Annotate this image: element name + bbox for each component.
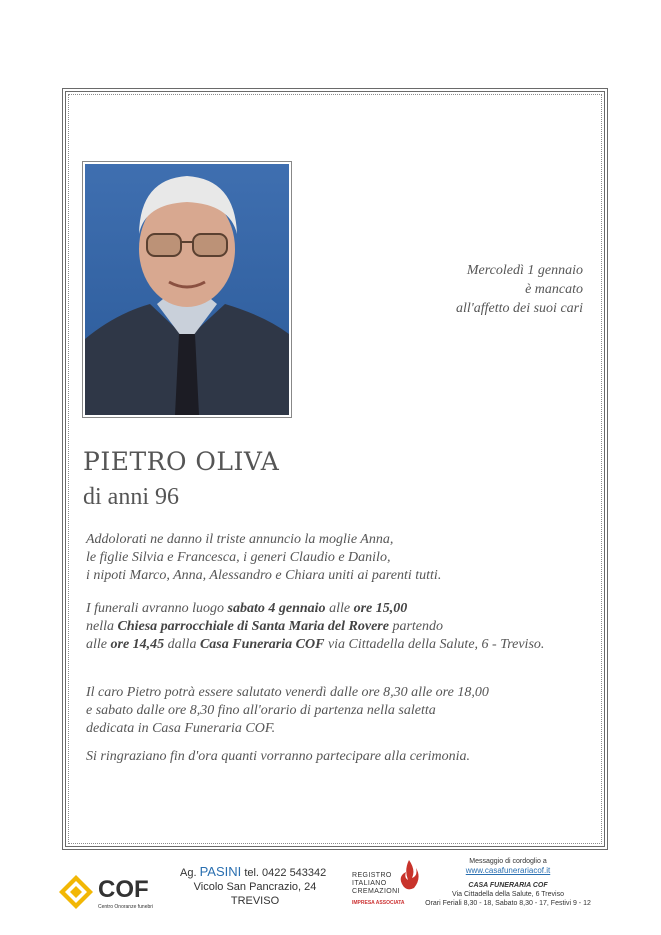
text: dalla: [164, 637, 200, 652]
announcement-date: Mercoledì 1 gennaio: [466, 263, 583, 278]
text: partendo: [388, 619, 444, 634]
funeral-line-1: [86, 600, 544, 618]
portrait-photo: [82, 161, 292, 418]
agency-address: Vicolo San Pancrazio, 24: [193, 881, 317, 893]
funeral-home-name: Casa Funeraria COF: [199, 637, 325, 652]
mourners-paragraph: [86, 531, 441, 585]
text: alle: [86, 637, 111, 652]
funeral-home-address: Via Cittadella della Salute, 6 Treviso: [452, 891, 564, 898]
registro-line: REGISTRO: [352, 872, 392, 879]
condolence-info: [410, 857, 606, 908]
thanks-paragraph: [86, 748, 470, 766]
deceased-name: PIETRO OLIVA: [83, 447, 280, 476]
text: nella: [86, 619, 118, 634]
visiting-line: e sabato dalle ore 8,30 fino all'orario di partenza nella saletta: [86, 703, 436, 718]
agency-line: [180, 865, 330, 880]
mourners-line: Addolorati ne danno il triste annuncio la moglie Anna,: [86, 532, 394, 547]
visiting-line: Il caro Pietro potrà essere salutato venerdì dalle ore 8,30 alle ore 18,00: [86, 685, 489, 700]
thanks-line: Si ringraziano fin d'ora quanti vorranno partecipare alla cerimonia.: [86, 749, 470, 764]
condolence-title: Messaggio di cordoglio a: [469, 858, 547, 865]
funeral-paragraph: [86, 600, 544, 654]
funeral-line-2: [86, 618, 544, 636]
visiting-line: dedicata in Casa Funeraria COF.: [86, 721, 276, 736]
announcement-line2: è mancato: [525, 282, 583, 297]
mourners-line: i nipoti Marco, Anna, Alessandro e Chiara uniti ai parenti tutti.: [86, 568, 442, 583]
agency-phone: tel. 0422 543342: [244, 867, 327, 879]
agency-prefix: Ag.: [180, 867, 197, 879]
registro-line: ITALIANO: [352, 880, 387, 887]
registro-line: CREMAZIONI: [352, 888, 400, 895]
agency-city: TREVISO: [230, 895, 280, 907]
condolence-link[interactable]: www.casafunerariacof.it: [465, 866, 551, 875]
mourners-line: le figlie Silvia e Francesca, i generi Claudio e Danilo,: [86, 550, 391, 565]
cof-logo: [58, 870, 168, 920]
cof-logo-subtitle: Centro Onoranze funebri: [98, 904, 154, 910]
text: I funerali avranno luogo: [86, 601, 228, 616]
departure-time: ore 14,45: [110, 637, 165, 652]
registro-subtitle: IMPRESA ASSOCIATA: [352, 900, 405, 906]
funeral-time: ore 15,00: [353, 601, 408, 616]
agency-name: PASINI: [199, 864, 242, 879]
funeral-line-3: [86, 636, 544, 654]
text: via Cittadella della Salute, 6 - Treviso.: [324, 637, 545, 652]
cof-diamond-icon: [58, 874, 94, 910]
funeral-home-title: CASA FUNERARIA COF: [468, 882, 548, 889]
death-announcement: [456, 261, 583, 318]
church-name: Chiesa parrocchiale di Santa Maria del Rovere: [117, 619, 389, 634]
visiting-paragraph: [86, 684, 489, 738]
deceased-age: di anni 96: [83, 484, 179, 510]
funeral-date: sabato 4 gennaio: [227, 601, 326, 616]
funeral-home-hours: Orari Feriali 8,30 - 18, Sabato 8,30 - 17, Festivi 9 - 12: [425, 900, 591, 907]
registro-text: [352, 872, 400, 896]
text: alle: [325, 601, 354, 616]
cof-logo-text: COF: [98, 876, 149, 903]
agency-info: [180, 865, 330, 908]
announcement-line3: all'affetto dei suoi cari: [455, 301, 583, 316]
